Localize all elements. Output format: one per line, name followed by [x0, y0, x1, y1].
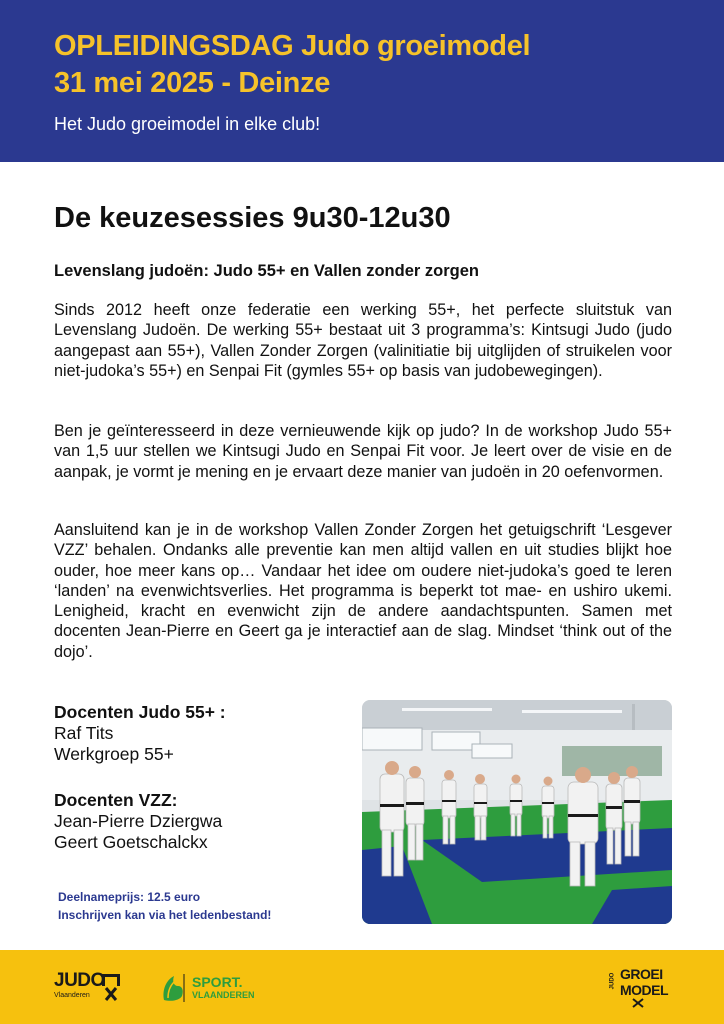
price-text: Deelnameprijs: 12.5 euro [58, 890, 201, 904]
sport-logo-line1: SPORT. [192, 974, 243, 990]
page-title [54, 28, 530, 102]
judo-groeimodel-logo[interactable] [608, 964, 680, 1008]
judo-logo-sub: Vlaanderen [54, 992, 90, 999]
paragraph-workshop-vzz: Aansluitend kan je in de workshop Vallen Zonder Zorgen het getuigschrift ‘Lesgever VZZ’ behalen. Ondanks alle preventie kan men altijd vallen en uit studies blijkt hoe ouder, hoe meer kans op… Vandaar het idee om oudere niet-judoka’s goed te leren ‘landen’ na evenwichtsverlies. Het programma is beperkt tot mae- en ushiro ukemi. Lenigheid, kracht en evenwicht zijn de andere aandachtspunten. Samen met docenten Jean-Pierre en Geert ga je interactief aan de slag. Mindset ‘think out of the dojo’. [54, 521, 672, 661]
docent-name: Raf Tits [54, 723, 114, 743]
section-title: De keuzesessies 9u30-12u30 [54, 202, 451, 234]
paragraph-workshop-judo55: Ben je geïnteresseerd in deze vernieuwende kijk op judo? In de workshop Judo 55+ van 1,5 uur stellen we Kintsugi Judo en Senpai Fit voor. Je leert over de visie en de aanpak, je vormt je mening en je ervaart deze manier van judoën in 20 oefenvormen. [54, 422, 672, 481]
paragraph-intro: Sinds 2012 heeft onze federatie een werking 55+, het perfecte sluitstuk van Levenslang Judoën. De werking 55+ bestaat uit 3 programma’s: Kintsugi Judo (judo aangepast aan 55+), Vallen Zonder Zorgen (valinitiatie bij uitglijden of struikelen voor niet-judoka’s 55+) en Senpai Fit (gymles 55+ op basis van judobewegingen). [54, 301, 672, 380]
lion-icon [158, 972, 192, 1004]
judo-vlaanderen-logo[interactable] [54, 970, 124, 1011]
docenten-vzz-heading: Docenten VZZ: [54, 790, 178, 810]
sport-vlaanderen-logo[interactable] [158, 972, 255, 1009]
docenten-vzz [54, 790, 222, 853]
price-info [58, 888, 271, 924]
docenten-judo55-heading: Docenten Judo 55+ : [54, 702, 226, 722]
docent-name: Geert Goetschalckx [54, 832, 208, 852]
sport-logo-line2: VLAANDEREN [192, 990, 255, 1000]
title-line-2: 31 mei 2025 - Deinze [54, 67, 331, 99]
footer-banner [0, 950, 724, 1024]
groeimodel-mark-icon [630, 998, 646, 1008]
docent-name: Werkgroep 55+ [54, 744, 174, 764]
page-subtitle: Het Judo groeimodel in elke club! [54, 114, 321, 134]
title-line-1: OPLEIDINGSDAG Judo groeimodel [54, 30, 531, 62]
docent-name: Jean-Pierre Dziergwa [54, 811, 223, 831]
groei-logo-line1: GROEI [620, 966, 663, 982]
judo-logo-text: JUDO [54, 970, 105, 991]
header-banner [0, 0, 724, 162]
section-subheading: Levenslang judoën: Judo 55+ en Vallen zonder zorgen [54, 262, 479, 280]
groei-logo-line2: MODEL [620, 982, 669, 998]
groei-logo-side: JUDO [609, 972, 616, 990]
judo-class-photo [362, 700, 672, 924]
docenten-judo55 [54, 702, 226, 765]
registration-text: Inschrijven kan via het ledenbestand! [58, 908, 272, 922]
